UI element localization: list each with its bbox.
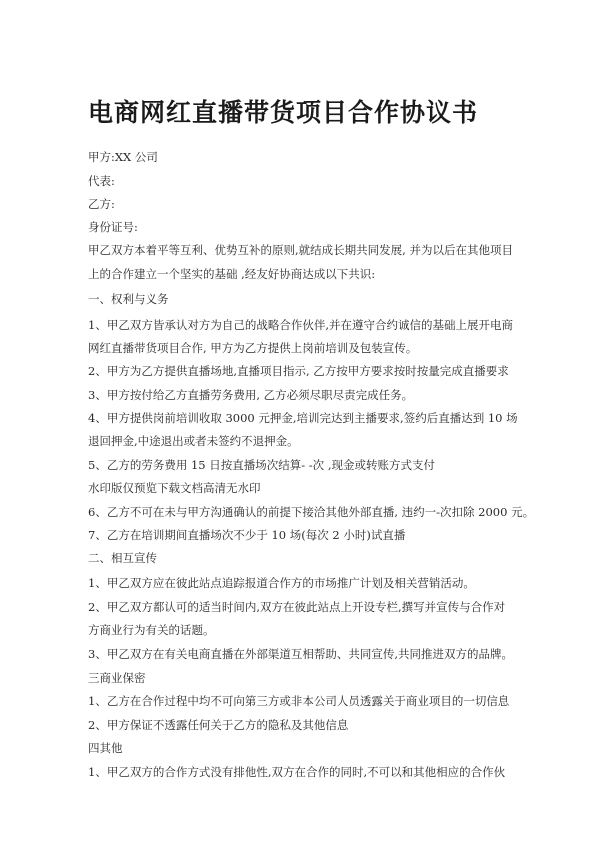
party-b-line: 乙方: [88,197,115,211]
document-title: 电商网红直播带货项目合作协议书 [88,98,479,127]
paragraph-line: 2、甲方保证不透露任何关于乙方的隐私及其他信息 [88,718,349,732]
section-heading-promotion: 二、相互宣传 [88,551,157,565]
paragraph-line: 3、甲乙双方在有关电商直播在外部渠道互相帮助、共同宣传,共同推进双方的品牌。 [88,647,513,661]
id-number-line: 身份证号: [88,220,138,234]
paragraph-line: 7、乙方在培训期间直播场次不少于 10 场(每次 2 小时)试直播 [88,528,406,542]
paragraph-line: 1、甲乙双方应在彼此站点追踪报道合作方的市场推广计划及相关营销活动。 [88,576,475,590]
paragraph-line: 3、甲方按付给乙方直播劳务费用, 乙方必须尽职尽责完成任务。 [88,388,414,402]
paragraph-line: 1、甲乙双方的合作方式没有排他性,双方在合作的同时,不可以和其他相应的合作伙 [88,765,506,779]
paragraph-line: 1、甲乙双方皆承认对方为自己的战略合作伙伴,并在遵守合约诚信的基础上展开电商 [88,318,513,332]
section-heading-other: 四其他 [88,741,123,755]
representative-line: 代表: [88,174,115,188]
paragraph-line: 上的合作建立一个坚实的基础 ,经友好协商达成以下共识: [88,267,376,281]
paragraph-line: 甲乙双方本着平等互利、优势互补的原则,就结成长期共同发展, 并为以后在其他项目 [88,243,513,257]
paragraph-line: 2、甲乙双方都认可的适当时间内,双方在彼此站点上开设专栏,撰写并宣传与合作对 [88,600,506,614]
paragraph-line: 5、乙方的劳务费用 15 日按直播场次结算- -次 ,现金或转账方式支付 [88,458,435,472]
paragraph-line: 4、甲方提供岗前培训收取 3000 元押金,培训完达到主播要求,签约后直播达到 10 场 [88,411,518,425]
section-heading-rights: 一、权利与义务 [88,292,169,306]
paragraph-line: 退回押金,中途退出或者未签约不退押金。 [88,434,299,448]
paragraph-line: 2、甲方为乙方提供直播场地,直播项目指示, 乙方按甲方要求按时按量完成直播要求 [88,364,509,378]
section-heading-confidentiality: 三商业保密 [88,671,146,685]
party-a-line: 甲方:XX 公司 [88,150,158,164]
watermark-notice: 水印版仅预览下载文档高清无水印 [88,481,261,495]
paragraph-line: 网红直播带货项目合作, 甲方为乙方提供上岗前培训及包装宣传。 [88,341,418,355]
paragraph-line: 6、乙方不可在未与甲方沟通确认的前提下接洽其他外部直播, 违约一-次扣除 2000 元。 [88,505,535,519]
paragraph-line: 1、乙方在合作过程中均不可向第三方或非本公司人员透露关于商业项目的一切信息 [88,694,510,708]
paragraph-line: 方商业行为有关的话题。 [88,623,215,637]
